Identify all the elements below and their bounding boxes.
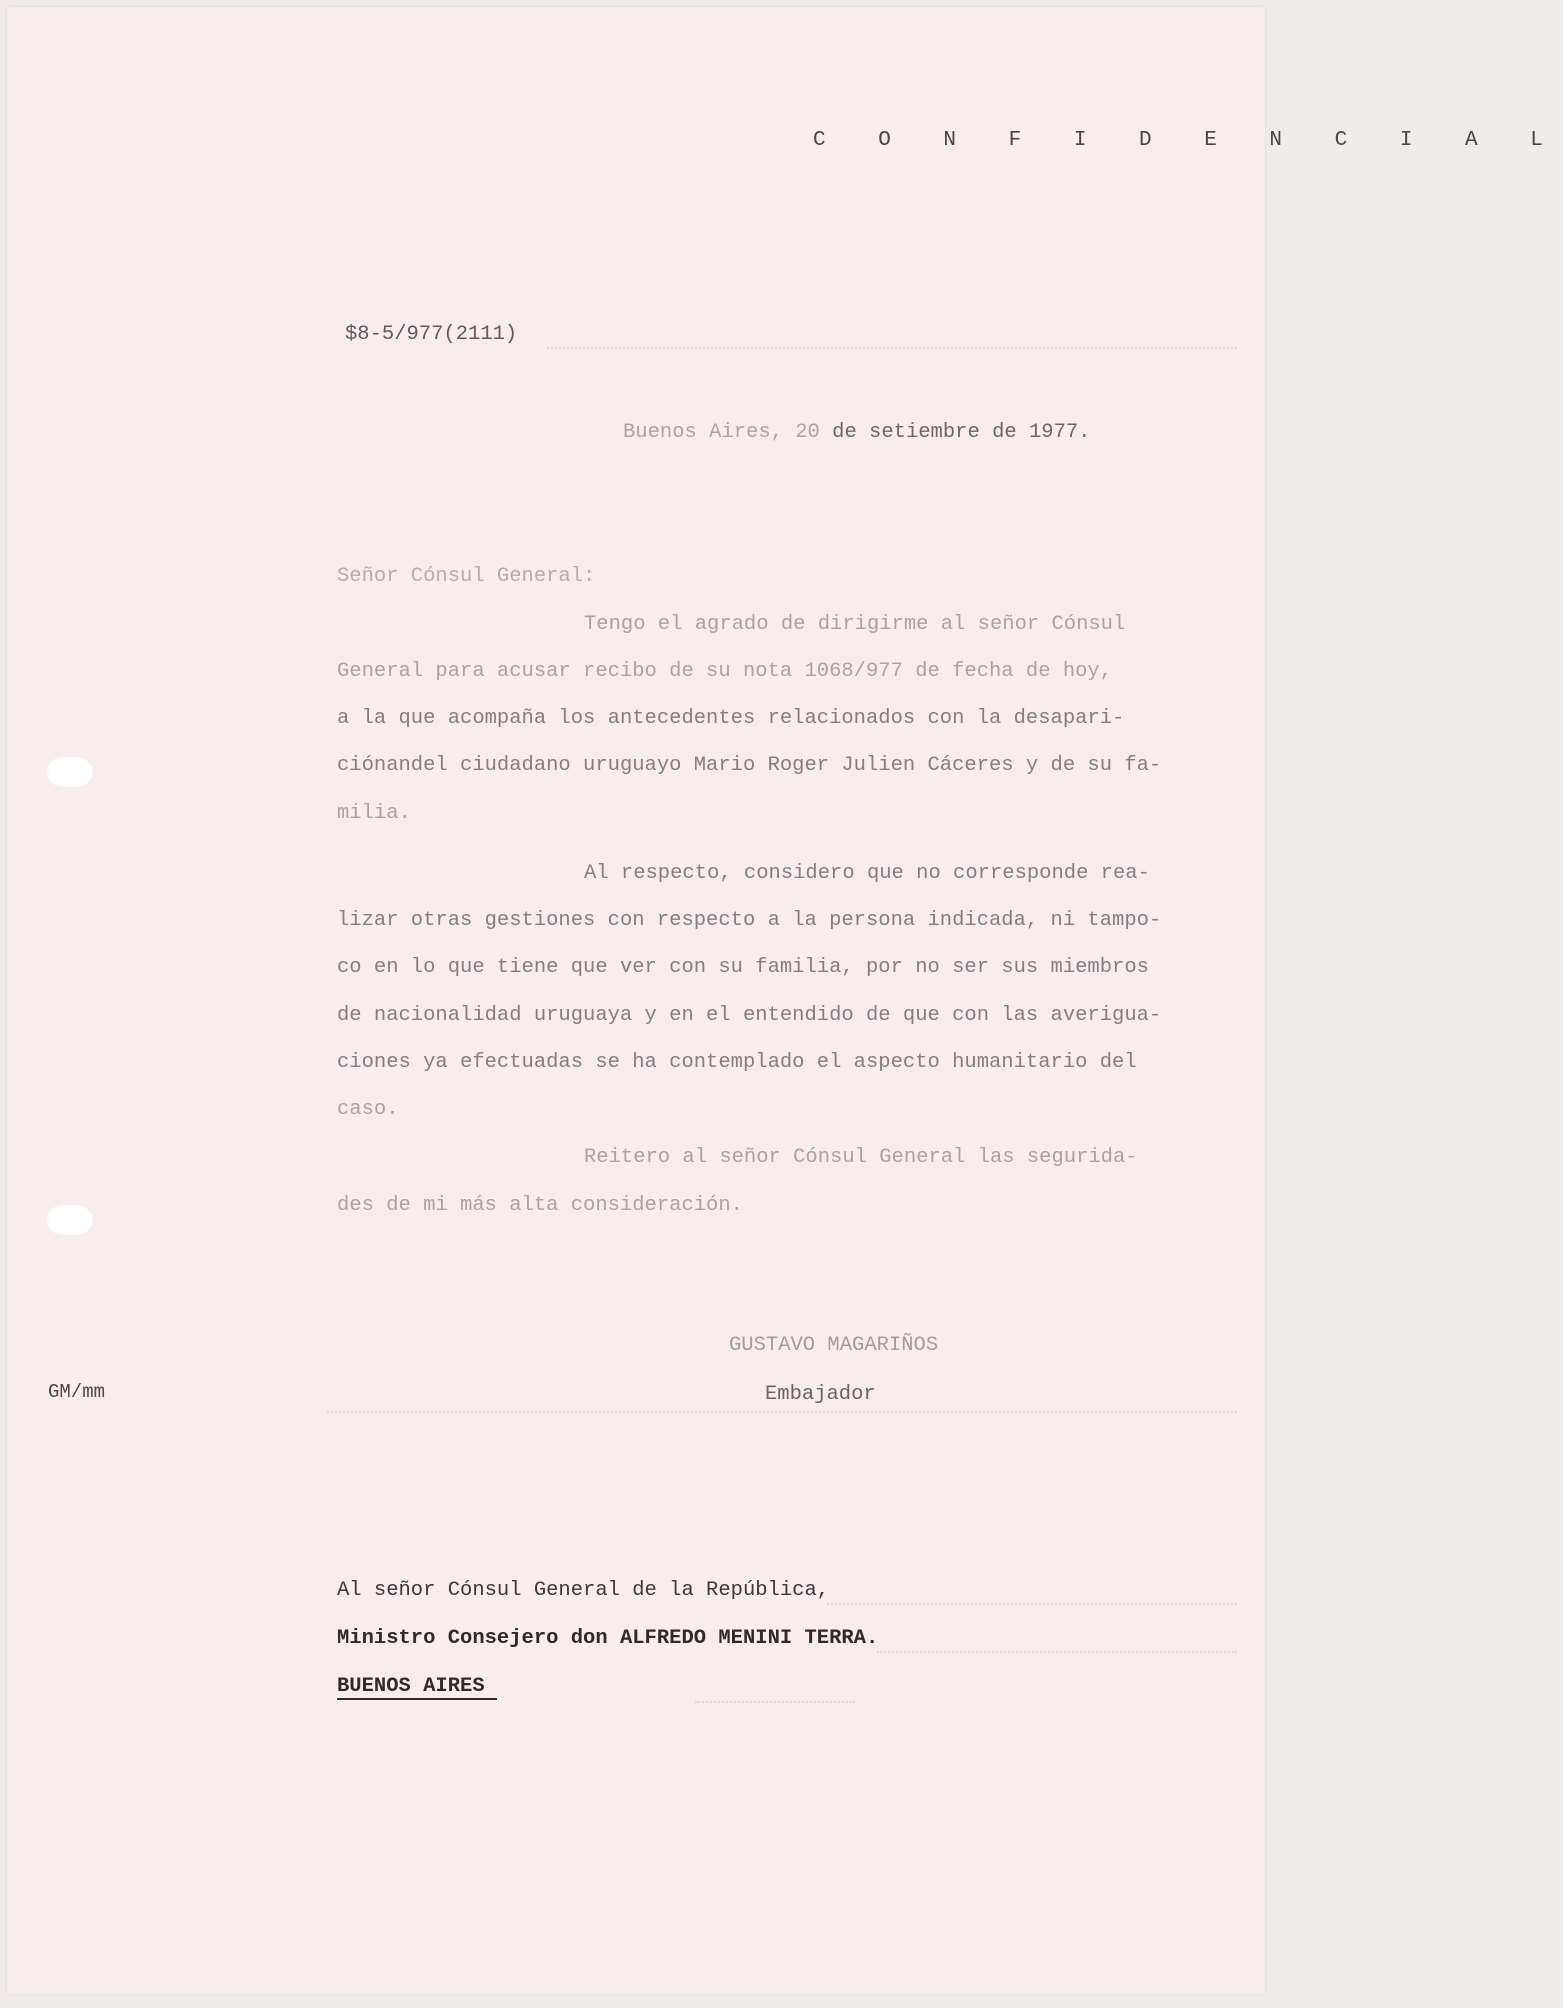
reference-number: $8-5/977(2111) (345, 323, 518, 346)
punch-hole (47, 1205, 93, 1235)
letter-page (7, 7, 1563, 1994)
paragraph2-line: caso. (337, 1098, 399, 1121)
addressee-line: Al señor Cónsul General de la República, (337, 1579, 830, 1602)
signer-title: Embajador (765, 1383, 876, 1406)
date-place: Buenos Aires, 20 (623, 421, 820, 444)
paragraph3-line: Reitero al señor Cónsul General las segurida- (584, 1146, 1138, 1169)
paragraph1-line: milia. (337, 802, 411, 825)
paragraph2-line: co en lo que tiene que ver con su familia, por no ser sus miembros (337, 956, 1149, 979)
paragraph2-line: lizar otras gestiones con respecto a la persona indicada, ni tampo- (337, 909, 1162, 932)
dotted-guide (327, 1411, 1237, 1413)
paragraph1-line: Tengo el agrado de dirigirme al señor Cónsul (584, 613, 1126, 636)
paragraph3-line: des de mi más alta consideración. (337, 1194, 743, 1217)
dotted-guide (695, 1701, 855, 1703)
punch-hole (47, 757, 93, 787)
addressee-city: BUENOS AIRES (337, 1675, 497, 1700)
letter-date (623, 421, 1091, 444)
paragraph2-line: Al respecto, considero que no corresponde rea- (584, 862, 1150, 885)
paragraph1-line: General para acusar recibo de su nota 1068/977 de fecha de hoy, (337, 660, 1113, 683)
typist-initials: GM/mm (48, 1381, 106, 1403)
paragraph1-line: ciónandel ciudadano uruguayo Mario Roger Julien Cáceres y de su fa- (337, 754, 1162, 777)
date-day-month-year: de setiembre de 1977. (819, 421, 1091, 444)
dotted-guide (827, 1603, 1237, 1605)
classification-stamp: C O N F I D E N C I A L (813, 129, 1563, 152)
paragraph1-line: a la que acompaña los antecedentes relacionados con la desapari- (337, 707, 1125, 730)
addressee-line: Ministro Consejero don ALFREDO MENINI TERRA. (337, 1627, 879, 1650)
salutation: Señor Cónsul General: (337, 565, 596, 588)
dotted-guide (877, 1651, 1237, 1653)
paragraph2-line: ciones ya efectuadas se ha contemplado el aspecto humanitario del (337, 1051, 1137, 1074)
signer-name: GUSTAVO MAGARIÑOS (729, 1334, 939, 1357)
dotted-guide (547, 347, 1237, 349)
paragraph2-line: de nacionalidad uruguaya y en el entendido de que con las averigua- (337, 1004, 1162, 1027)
